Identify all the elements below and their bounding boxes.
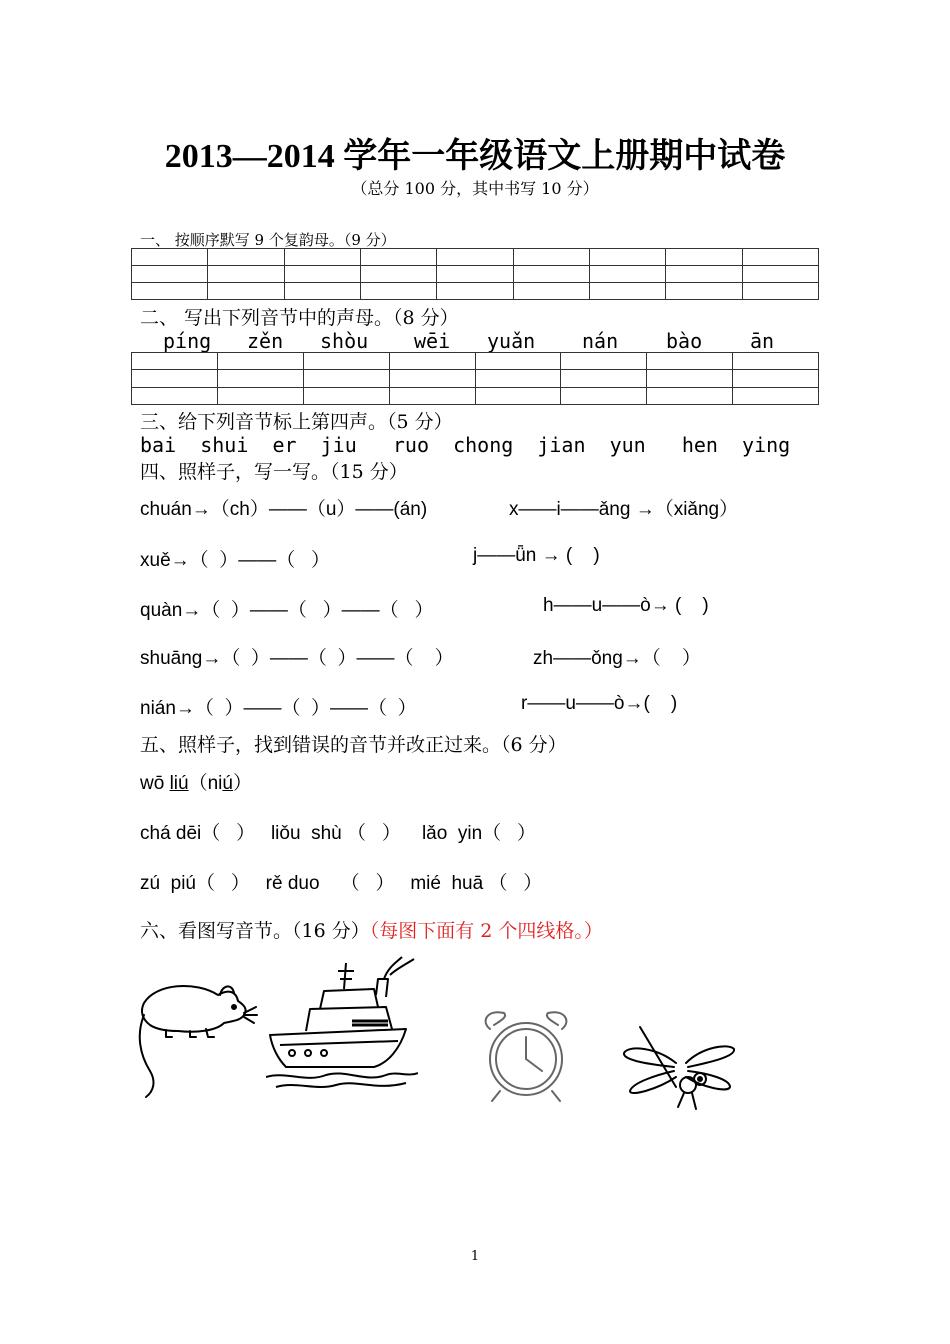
page-number: 1 (470, 1249, 480, 1264)
syllable: bào (666, 329, 703, 353)
alarm-clock-picture (470, 1007, 582, 1103)
syllable: nán (582, 329, 619, 353)
section-4-row-left: chuán→（ch）——（u）——(án) (140, 499, 428, 520)
section-6-note: （每图下面有 2 个四线格。） (369, 920, 603, 942)
dragonfly-picture (616, 1023, 738, 1121)
section-4-row-right: h——u——ò→ ( ) (543, 595, 709, 616)
section-5-heading: 五、照样子，找到错误的音节并改正过来。（6 分） (140, 734, 567, 756)
example-corrected-final: ú (222, 773, 233, 794)
section-4-row-right: r——u——ò→( ) (521, 693, 678, 714)
section-4-row-left: shuāng→（ ）——（ ）——（ ） (140, 648, 454, 669)
section-6-title: 六、看图写音节。（16 分） (140, 920, 370, 942)
syllable: zěn (247, 329, 284, 353)
section-2-heading: 二、 写出下列音节中的声母。（8 分） (140, 307, 459, 329)
section-5-row: chá dēi（ ） liǒu shù （ ） lǎo yin（ ） (140, 823, 536, 844)
section-4-row-right: zh——ǒng→（ ） (533, 648, 701, 669)
section-4-row-right: x——i——ǎng →（xiǎng） (509, 499, 739, 520)
section-4-row-left: xuě→（ ）——（ ） (140, 550, 331, 571)
syllable: shòu (320, 329, 369, 353)
section-3-syllables: bai shui er jiu ruo chong jian yun hen ying (140, 433, 791, 457)
section-4-row-left: quàn→（ ）——（ ）——（ ） (140, 600, 434, 621)
ship-picture (266, 955, 418, 1095)
syllable: wēi (414, 329, 451, 353)
section-2-grid (131, 352, 819, 405)
example-correction: （ni (188, 773, 223, 794)
section-4-row-left: nián→（ ）——（ ）——（ ） (140, 698, 417, 719)
page-title: 2013—2014 学年一年级语文上册期中试卷 (164, 138, 786, 175)
example-syllable: wō (140, 773, 170, 794)
example-close: ） (232, 773, 252, 794)
section-6-heading (140, 916, 603, 943)
syllable: ān (750, 329, 775, 353)
syllable: yuǎn (487, 329, 536, 353)
section-5-example (140, 768, 252, 795)
mouse-picture (136, 975, 258, 1099)
section-1-grid (131, 248, 819, 300)
section-4-row-right: j——ǖn → ( ) (473, 545, 600, 566)
page-subtitle: （总分 100 分，其中书写 10 分） (351, 179, 599, 198)
syllable: píng (163, 329, 212, 353)
section-1-heading: 一、 按顺序默写 9 个复韵母。（9 分） (140, 231, 396, 249)
section-4-heading: 四、照样子，写一写。（15 分） (140, 461, 408, 483)
example-wrong-syllable: liú (169, 773, 189, 794)
section-5-row: zú piú（ ） rě duo （ ） mié huā （ ） (140, 873, 543, 894)
section-3-heading: 三、给下列音节标上第四声。（5 分） (140, 411, 453, 433)
